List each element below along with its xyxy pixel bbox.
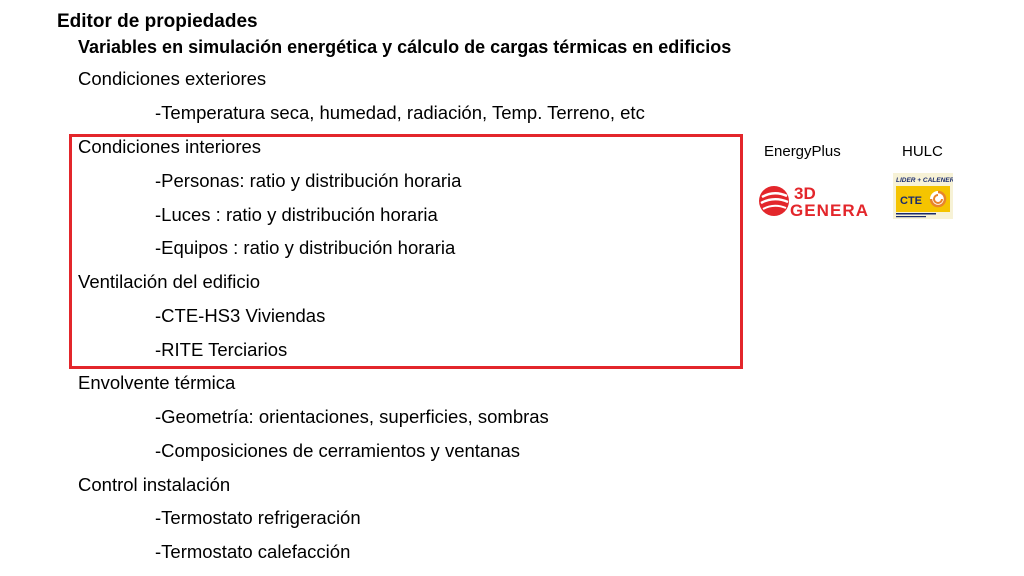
3d-genera-logo-icon bbox=[757, 180, 869, 220]
list-item: Control instalación bbox=[78, 474, 231, 495]
hulc-logo-badge-text: CTE bbox=[900, 195, 922, 207]
list-item: -Composiciones de cerramientos y ventanas bbox=[155, 440, 521, 461]
list-item: -Temperatura seca, humedad, radiación, Temp. Terreno, etc bbox=[155, 102, 645, 123]
list-item: -Luces : ratio y distribución horaria bbox=[155, 204, 438, 225]
highlight-box bbox=[69, 134, 743, 369]
list-item: Condiciones exteriores bbox=[78, 68, 267, 89]
list-item: Ventilación del edificio bbox=[78, 271, 261, 292]
list-item: -CTE-HS3 Viviendas bbox=[155, 305, 326, 326]
genera-logo-bottom-text: GENERA bbox=[790, 201, 868, 220]
energyplus-label: EnergyPlus bbox=[764, 143, 841, 160]
list-item: Condiciones interiores bbox=[78, 136, 262, 157]
page-title: Editor de propiedades bbox=[57, 11, 258, 32]
list-item: Envolvente térmica bbox=[78, 372, 236, 393]
list-item: -Personas: ratio y distribución horaria bbox=[155, 170, 462, 191]
list-item: -RITE Terciarios bbox=[155, 339, 288, 360]
hulc-logo-top-text: LIDER + CALENER bbox=[896, 177, 953, 184]
lider-calener-logo-icon bbox=[893, 173, 953, 219]
genera-logo-top-text: 3D bbox=[794, 184, 816, 203]
slide-subtitle: Variables en simulación energética y cálculo de cargas térmicas en edificios bbox=[78, 37, 732, 57]
list-item: -Equipos : ratio y distribución horaria bbox=[155, 237, 456, 258]
list-item: -Termostato calefacción bbox=[155, 541, 351, 562]
hulc-label: HULC bbox=[902, 143, 943, 160]
list-item: -Geometría: orientaciones, superficies, sombras bbox=[155, 406, 549, 427]
list-item: -Termostato refrigeración bbox=[155, 507, 361, 528]
